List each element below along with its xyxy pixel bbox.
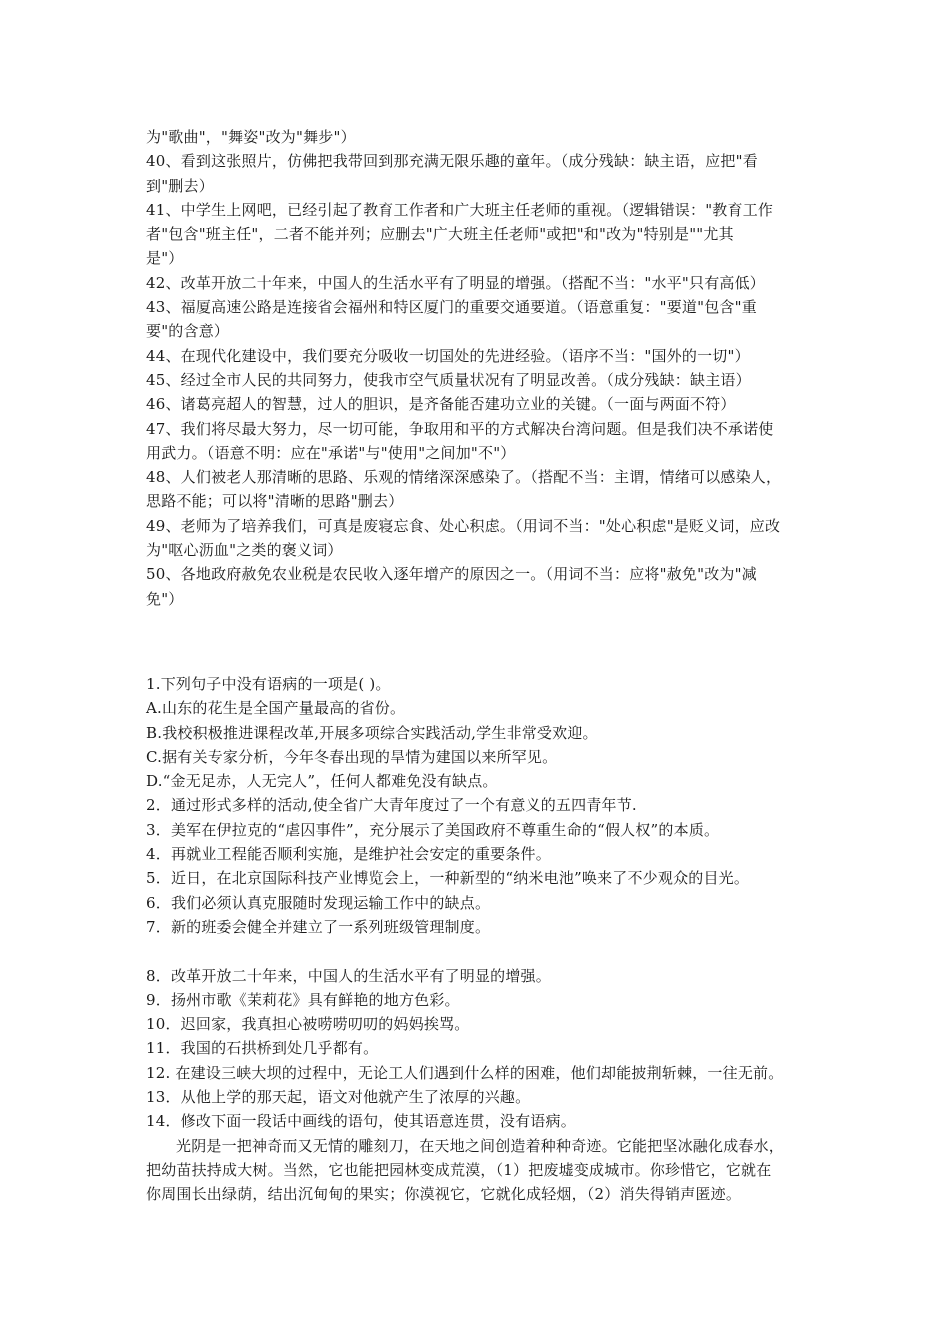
question-line: 9．扬州市歌《茉莉花》具有鲜艳的地方色彩。 <box>146 990 460 1009</box>
question-line: 14．修改下面一段话中画线的语句，使其语意连贯，没有语病。 <box>146 1112 576 1131</box>
answer-line: 45、经过全市人民的共同努力，使我市空气质量状况有了明显改善。（成分残缺：缺主语） <box>146 370 751 389</box>
question-line: 12. 在建设三峡大坝的过程中，无论工人们遇到什么样的困难，他们却能披荆斩棘，一往无前。 <box>146 1063 784 1082</box>
answer-line: 要"的含意） <box>146 322 230 341</box>
answer-line: 49、老师为了培养我们，可真是废寝忘食、处心积虑。（用词不当："处心积虑"是贬义词，应改 <box>146 516 781 535</box>
question-line: B.我校积极推进课程改革,开展多项综合实践活动,学生非常受欢迎。 <box>146 723 598 742</box>
answer-line: 50、各地政府赦免农业税是农民收入逐年增产的原因之一。（用词不当：应将"赦免"改为"减 <box>146 565 757 584</box>
answer-line: 47、我们将尽最大努力，尽一切可能，争取用和平的方式解决台湾问题。但是我们决不承诺使 <box>146 419 774 438</box>
question-line: C.据有关专家分析，今年冬春出现的旱情为建国以来所罕见。 <box>146 747 558 766</box>
answer-line: 为"呕心沥血"之类的褒义词） <box>146 541 343 560</box>
passage-line: 光阴是一把神奇而又无情的雕刻刀，在天地之间创造着种种奇迹。它能把坚冰融化成春水， <box>176 1136 785 1155</box>
answer-line: 免"） <box>146 589 184 608</box>
blank-line <box>146 939 814 963</box>
question-line: 5．近日，在北京国际科技产业博览会上，一种新型的“纳米电池”唤来了不少观众的目光。 <box>146 869 750 888</box>
answer-line: 思路不能；可以将"清晰的思路"删去） <box>146 492 404 511</box>
answer-line: 42、改革开放二十年来，中国人的生活水平有了明显的增强。（搭配不当："水平"只有高低） <box>146 273 765 292</box>
passage-line: 你周围长出绿荫，结出沉甸甸的果实；你漠视它，它就化成轻烟，（2）消失得销声匿迹。 <box>146 1185 742 1204</box>
question-line: 8．改革开放二十年来，中国人的生活水平有了明显的增强。 <box>146 966 551 985</box>
question-line: 2．通过形式多样的活动,使全省广大青年度过了一个有意义的五四青年节. <box>146 796 637 815</box>
question-line: 4．再就业工程能否顺利实施，是维护社会安定的重要条件。 <box>146 845 551 864</box>
answer-line: 用武力。（语意不明：应在"承诺"与"使用"之间加"不"） <box>146 443 516 462</box>
answer-line: 44、在现代化建设中，我们要充分吸收一切国处的先进经验。（语序不当："国外的一切"） <box>146 346 750 365</box>
answer-line: 41、中学生上网吧，已经引起了教育工作者和广大班主任老师的重视。（逻辑错误："教育工作 <box>146 200 774 219</box>
answer-line: 48、人们被老人那清晰的思路、乐观的情绪深深感染了。（搭配不当：主谓，情绪可以感染人， <box>146 468 782 487</box>
question-line: 3．美军在伊拉克的“虐囚事件”，充分展示了美国政府不尊重生命的“假人权”的本质。 <box>146 820 720 839</box>
question-line: 11．我国的石拱桥到处几乎都有。 <box>146 1039 379 1058</box>
question-line: 7．新的班委会健全并建立了一系列班级管理制度。 <box>146 917 491 936</box>
question-line: 10．迟回家，我真担心被唠唠叨叨的妈妈挨骂。 <box>146 1015 470 1034</box>
question-line: D.“金无足赤，人无完人”，任何人都难免没有缺点。 <box>146 772 498 791</box>
question-line: 1.下列句子中没有语病的一项是( )。 <box>146 675 391 693</box>
answer-line: 40、看到这张照片，仿佛把我带回到那充满无限乐趣的童年。（成分残缺：缺主语，应把"看 <box>146 152 758 171</box>
answer-line: 43、福厦高速公路是连接省会福州和特区厦门的重要交通要道。（语意重复："要道"包含"重 <box>146 298 757 317</box>
answer-list <box>146 125 814 611</box>
answer-line: 者"包含"班主任"，二者不能并列；应删去"广大班主任老师"或把"和"改为"特别是""尤其 <box>146 225 734 244</box>
answer-line: 46、诸葛亮超人的智慧，过人的胆识，是齐备能否建功立业的关键。（一面与两面不符） <box>146 395 736 414</box>
question-list <box>146 672 814 1207</box>
passage-line: 把幼苗扶持成大树。当然，它也能把园林变成荒漠，（1）把废墟变成城市。你珍惜它，它就在 <box>146 1160 772 1179</box>
question-line: 13．从他上学的那天起，语文对他就产生了浓厚的兴趣。 <box>146 1088 531 1107</box>
answer-line: 是"） <box>146 249 184 268</box>
question-line: A.山东的花生是全国产量最高的省份。 <box>146 699 406 718</box>
question-line: 6．我们必须认真克服随时发现运输工作中的缺点。 <box>146 893 491 912</box>
answer-line: 为"歌曲"，"舞姿"改为"舞步"） <box>146 128 356 146</box>
answer-line: 到"删去） <box>146 176 214 195</box>
